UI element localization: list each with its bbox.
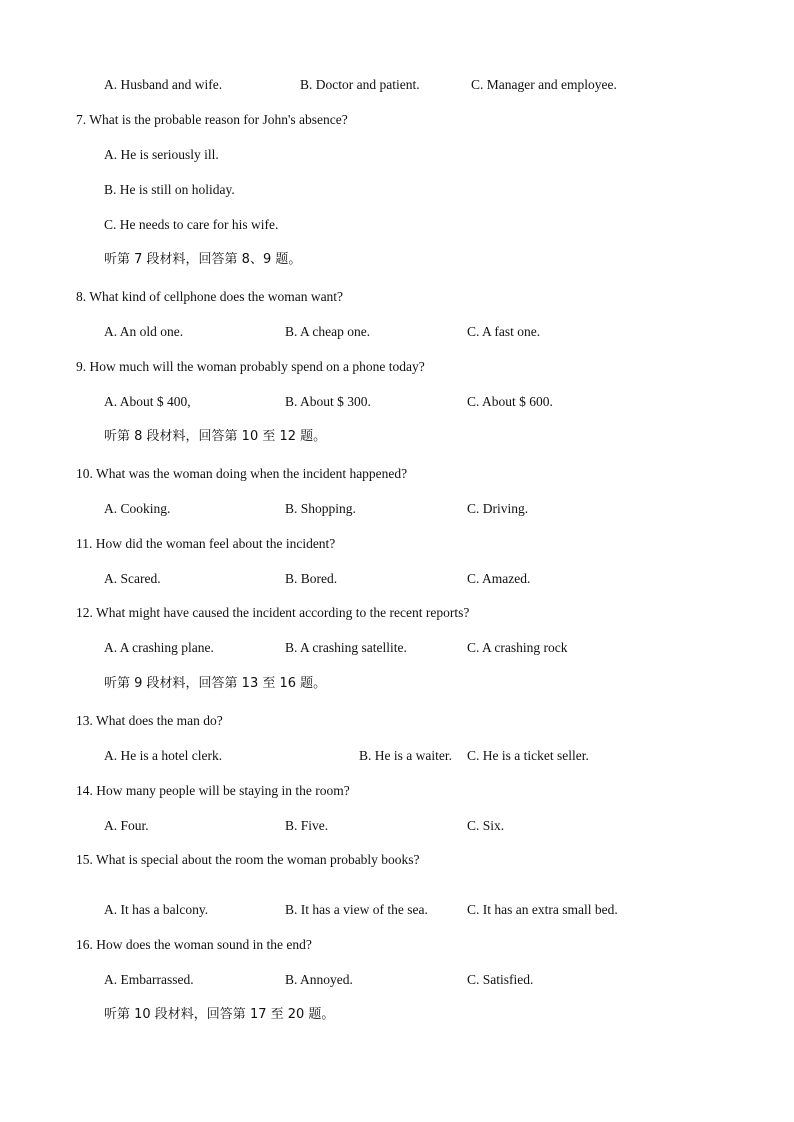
question-13: 13. What does the man do? xyxy=(76,713,223,728)
q10-option-a: A. Cooking. xyxy=(104,501,171,516)
q11-option-a: A. Scared. xyxy=(104,571,161,586)
q15-option-c: C. It has an extra small bed. xyxy=(467,902,618,917)
q7-option-c: C. He needs to care for his wife. xyxy=(104,217,279,232)
q13-option-b: B. He is a waiter. xyxy=(359,748,452,763)
section-7-instruction: 听第 7 段材料，回答第 8、9 题。 xyxy=(104,252,302,267)
q14-option-b: B. Five. xyxy=(285,818,329,833)
q11-option-c: C. Amazed. xyxy=(467,571,531,586)
section-8-instruction: 听第 8 段材料，回答第 10 至 12 题。 xyxy=(104,429,327,444)
q12-option-a: A. A crashing plane. xyxy=(104,640,214,655)
question-12: 12. What might have caused the incident according to the recent reports? xyxy=(76,605,470,620)
q6-option-c: C. Manager and employee. xyxy=(471,77,617,92)
question-16: 16. How does the woman sound in the end? xyxy=(76,937,312,952)
question-9: 9. How much will the woman probably spend on a phone today? xyxy=(76,359,425,374)
q11-option-b: B. Bored. xyxy=(285,571,338,586)
q16-option-a: A. Embarrassed. xyxy=(104,972,194,987)
section-9-instruction: 听第 9 段材料，回答第 13 至 16 题。 xyxy=(104,676,327,691)
q15-option-b: B. It has a view of the sea. xyxy=(285,902,428,917)
q13-option-c: C. He is a ticket seller. xyxy=(467,748,589,763)
q6-option-a: A. Husband and wife. xyxy=(104,77,223,92)
question-8: 8. What kind of cellphone does the woman want? xyxy=(76,289,344,304)
q6-option-b: B. Doctor and patient. xyxy=(300,77,420,92)
question-11: 11. How did the woman feel about the incident? xyxy=(76,536,336,551)
q8-option-a: A. An old one. xyxy=(104,324,184,339)
q9-option-a: A. About $ 400, xyxy=(104,394,191,409)
q16-option-b: B. Annoyed. xyxy=(285,972,353,987)
question-7: 7. What is the probable reason for John's absence? xyxy=(76,112,348,127)
q14-option-c: C. Six. xyxy=(467,818,505,833)
question-15: 15. What is special about the room the woman probably books? xyxy=(76,852,420,867)
q16-option-c: C. Satisfied. xyxy=(467,972,534,987)
q12-option-c: C. A crashing rock xyxy=(467,640,568,655)
q13-option-a: A. He is a hotel clerk. xyxy=(104,748,223,763)
q8-option-c: C. A fast one. xyxy=(467,324,541,339)
q7-option-a: A. He is seriously ill. xyxy=(104,147,219,162)
question-10: 10. What was the woman doing when the incident happened? xyxy=(76,466,408,481)
q15-option-a: A. It has a balcony. xyxy=(104,902,209,917)
section-10-instruction: 听第 10 段材料，回答第 17 至 20 题。 xyxy=(104,1007,335,1022)
q10-option-c: C. Driving. xyxy=(467,501,529,516)
q14-option-a: A. Four. xyxy=(104,818,149,833)
q8-option-b: B. A cheap one. xyxy=(285,324,371,339)
q9-option-b: B. About $ 300. xyxy=(285,394,371,409)
question-14: 14. How many people will be staying in the room? xyxy=(76,783,350,798)
q12-option-b: B. A crashing satellite. xyxy=(285,640,407,655)
q7-option-b: B. He is still on holiday. xyxy=(104,182,235,197)
q10-option-b: B. Shopping. xyxy=(285,501,356,516)
q9-option-c: C. About $ 600. xyxy=(467,394,553,409)
